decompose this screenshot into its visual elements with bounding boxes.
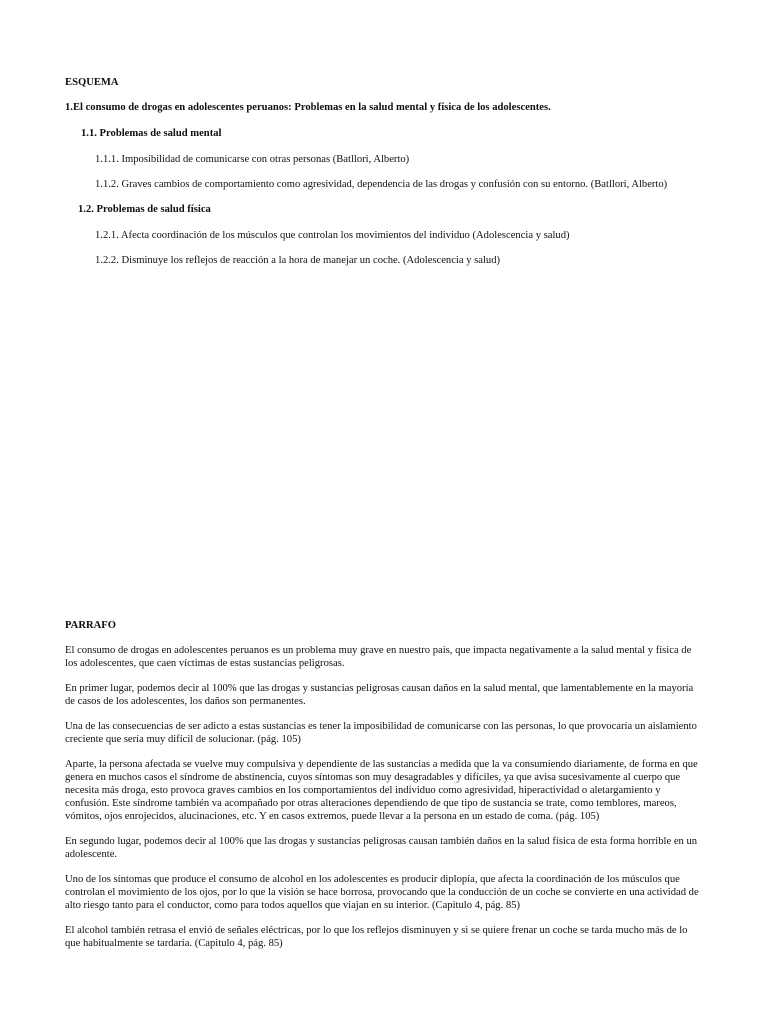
- essay-paragraph-intro: El consumo de drogas en adolescentes peruanos es un problema muy grave en nuestro país, que impacta negativamente a la salud mental y física de los adolescentes, que caen víctimas de estas sustancias peligrosas.: [65, 645, 692, 669]
- essay-paragraph-abstinence: Aparte, la persona afectada se vuelve muy compulsiva y dependiente de las sustancias a medida que la va consumiendo diariamente, de forma en que genera en muchos casos el síndrome de abstinencia, cuyos síntomas son muy desagradables y difíciles, ya que avisa sucesivamente al cuerpo que necesita más droga, esto provoca graves cambios en los comportamientos del individuo como agresividad, hiperactividad o aletargamiento y confusión. Este síndrome también va acompañado por otras alteraciones dependiendo de que tipo de sustancia se trate, como temblores, mareos, vómitos, ojos enrojecidos, alucinaciones, etc. Y en casos extremos, puede llevar a la persona en un estado de coma. (pág. 105): [65, 759, 698, 822]
- outline-heading: ESQUEMA: [65, 77, 119, 88]
- essay-heading: PARRAFO: [65, 620, 116, 631]
- outline-main-point: 1.El consumo de drogas en adolescentes peruanos: Problemas en la salud mental y física de los adolescentes.: [65, 102, 551, 113]
- outline-section-2-title: 1.2. Problemas de salud física: [78, 204, 211, 215]
- outline-section-1-title: 1.1. Problemas de salud mental: [81, 128, 222, 139]
- outline-section: [65, 76, 715, 279]
- outline-item-1-2-2: 1.2.2. Disminuye los reflejos de reacción a la hora de manejar un coche. (Adolescencia y salud): [95, 255, 501, 266]
- outline-item-1-1-1: 1.1.1. Imposibilidad de comunicarse con otras personas (Batllori, Alberto): [95, 154, 410, 165]
- essay-paragraph-reflexes: El alcohol también retrasa el envió de señales eléctricas, por lo que los reflejos disminuyen y si se quiere frenar un coche se tarda mucho más de lo que habitualmente se tardaría. (Capitulo 4, pág. 85): [65, 925, 688, 949]
- essay-section: [65, 619, 705, 962]
- outline-item-1-1-2: 1.1.2. Graves cambios de comportamiento como agresividad, dependencia de las drogas y confusión con su entorno. (Batllori, Alberto): [95, 179, 668, 190]
- essay-paragraph-diplopia: Uno de los síntomas que produce el consumo de alcohol en los adolescentes es producir diplopía, que afecta la coordinación de los músculos que controlan el movimiento de los ojos, por lo que la visión se hace borrosa, provocando que la conducción de un coche se convierte en una actividad de alto riesgo tanto para el conductor, como para todos aquellos que viajan en su interior. (Capitulo 4, pág. 85): [65, 874, 699, 911]
- essay-paragraph-isolation: Una de las consecuencias de ser adicto a estas sustancias es tener la imposibilidad de comunicarse con las personas, lo que provocaría un aislamiento creciente que sería muy difícil de solucionar. (pág. 105): [65, 721, 697, 745]
- essay-paragraph-second-point: En segundo lugar, podemos decir al 100% que las drogas y sustancias peligrosas causan también daños en la salud física de esta forma horrible en un adolescente.: [65, 836, 698, 860]
- essay-paragraph-first-point: En primer lugar, podemos decir al 100% que las drogas y sustancias peligrosas causan daños en la salud mental, que lamentablemente en la mayoría de casos de los adolescentes, los daños son permanentes.: [65, 683, 694, 707]
- outline-item-1-2-1: 1.2.1. Afecta coordinación de los músculos que controlan los movimientos del individuo (Adolescencia y salud): [95, 230, 570, 241]
